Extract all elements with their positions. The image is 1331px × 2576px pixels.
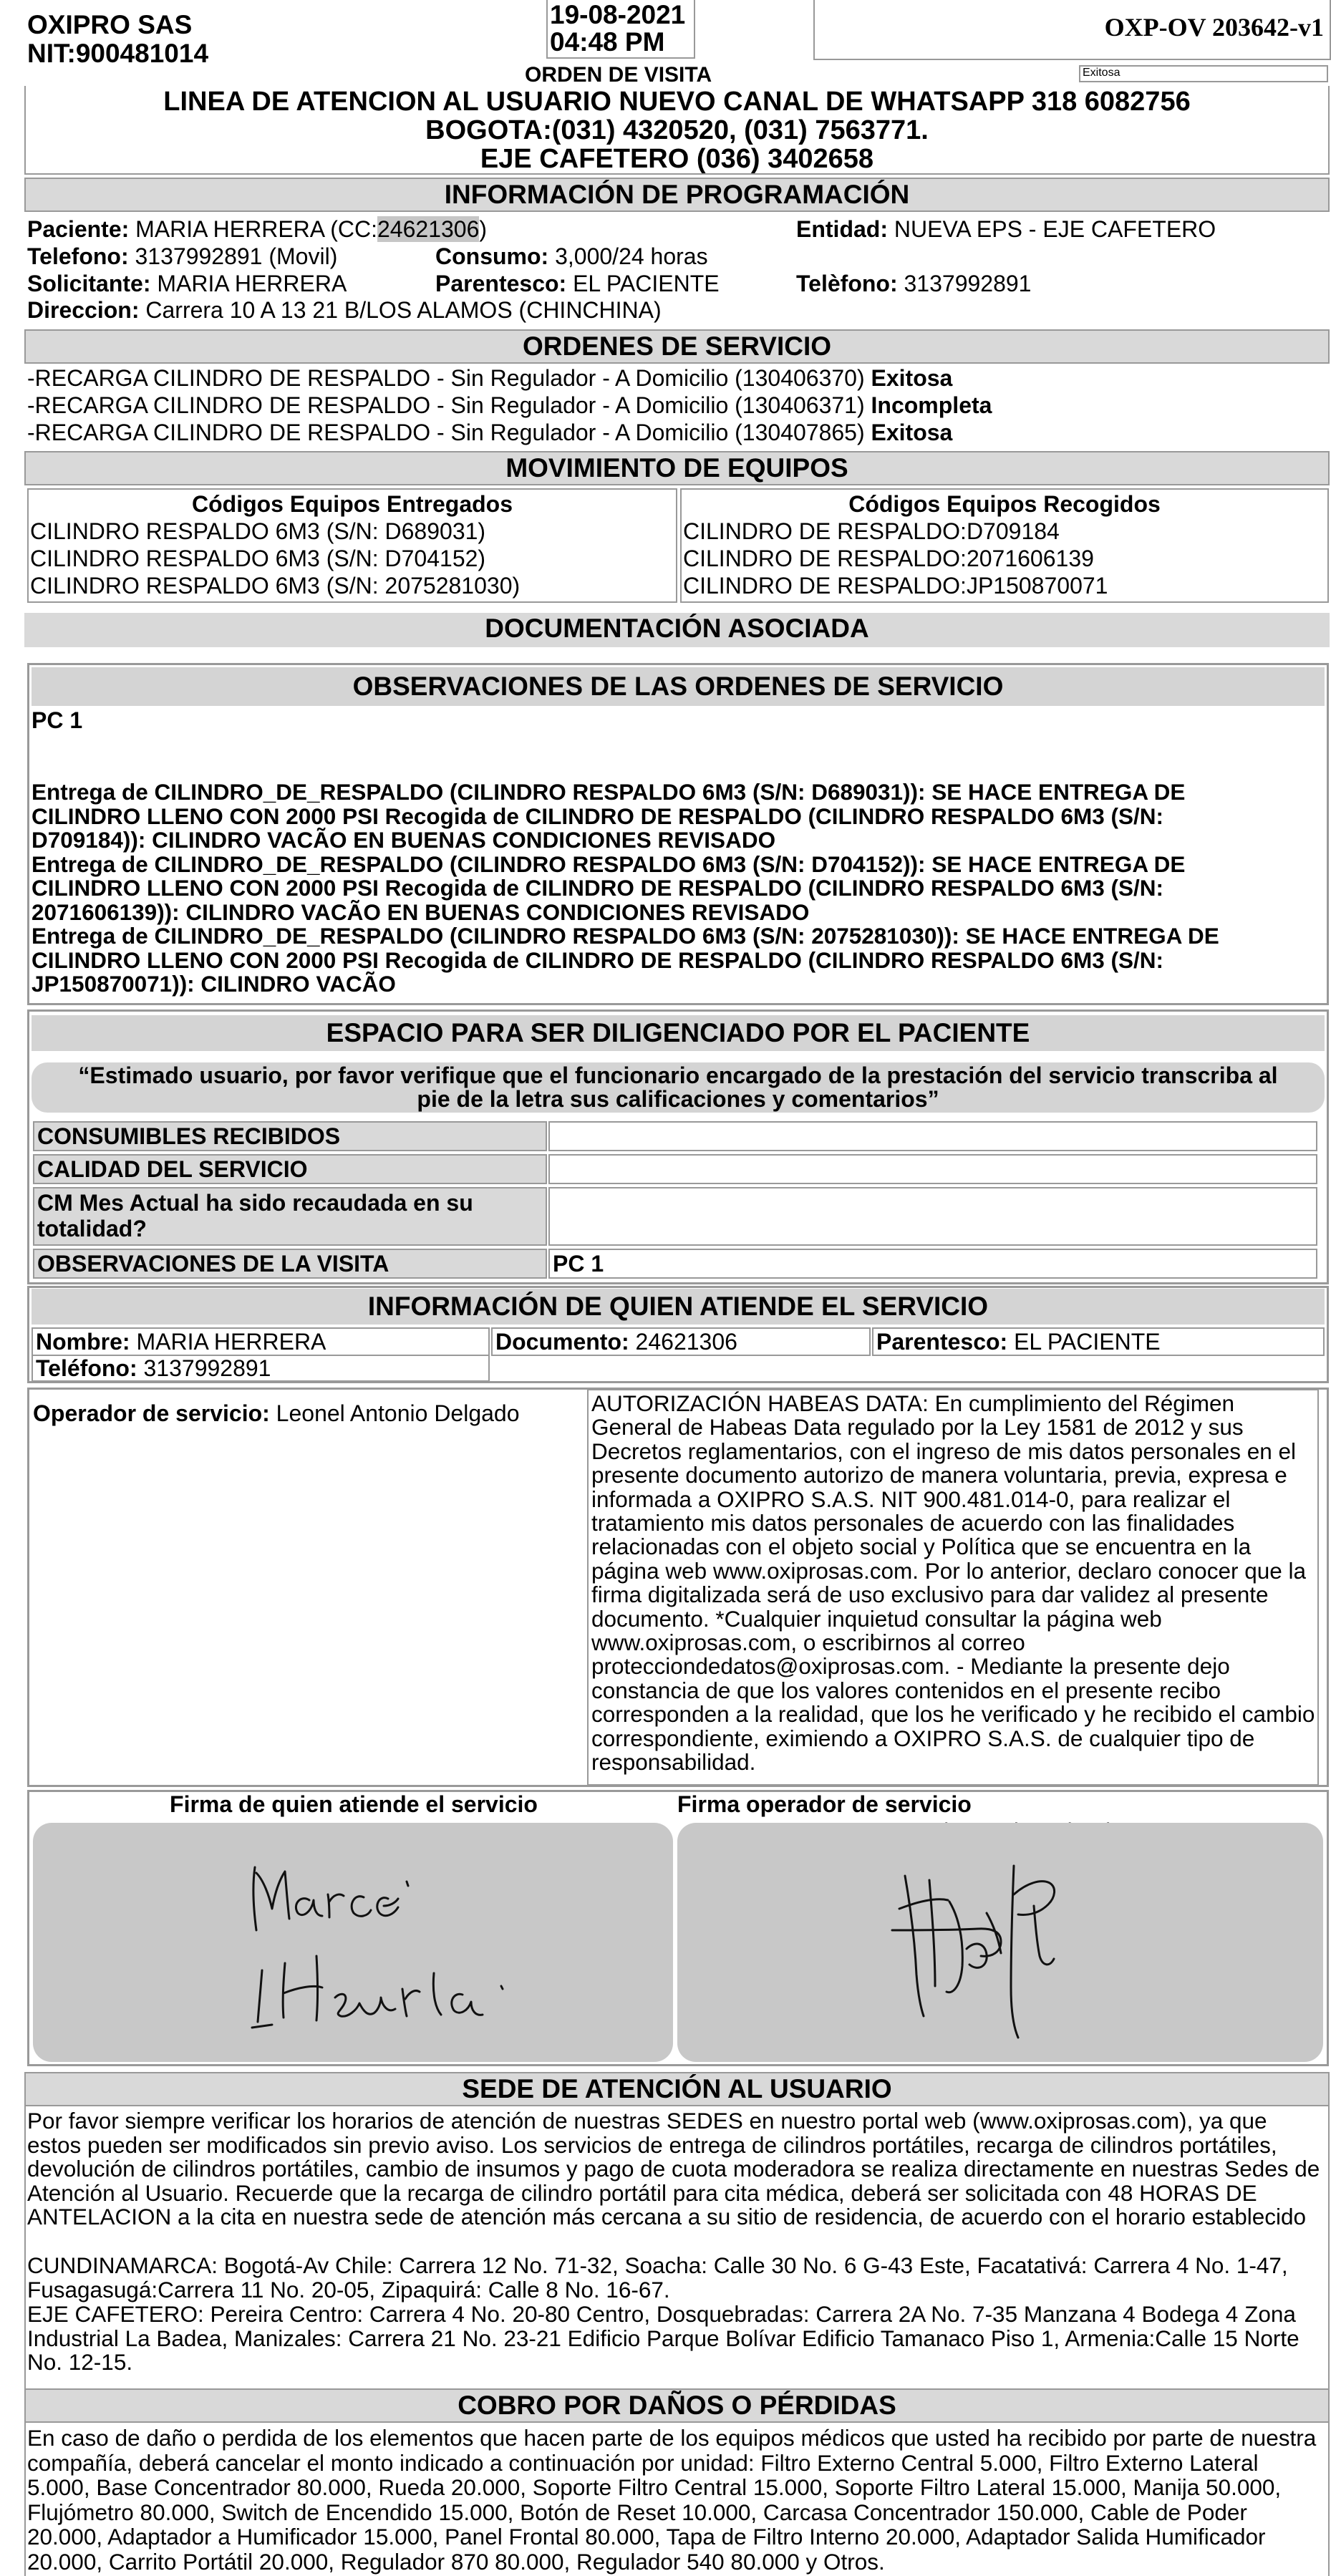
- observaciones-lines: [32, 780, 1219, 997]
- operator-signature: [677, 1823, 1323, 2062]
- status-small: Exitosa: [1083, 67, 1121, 79]
- orden-item-status: Exitosa: [871, 420, 953, 445]
- espacio-title: ESPACIO PARA SER DILIGENCIADO POR EL PACIENTE: [32, 1015, 1325, 1051]
- orden-item-2: [27, 392, 992, 419]
- recogido-item: CILINDRO DE RESPALDO:D709184: [683, 518, 1060, 544]
- observacion-line: Entrega de CILINDRO_DE_RESPALDO (CILINDRO RESPALDO 6M3 (S/N: 2075281030)): SE HACE ENTREGA DE: [32, 923, 1219, 949]
- visit-time: 04:48 PM: [550, 27, 665, 57]
- observacion-line: CILINDRO LLENO CON 2000 PSI Recogida de CILINDRO DE RESPALDO (CILINDRO RESPALDO 6M3 (S/N:: [32, 875, 1163, 901]
- order-code: OXP-OV 203642-v1: [1104, 13, 1324, 42]
- orden-item-status: Incompleta: [871, 392, 992, 418]
- telefono2-row: [796, 271, 1031, 297]
- company-name: OXIPRO SAS: [27, 10, 193, 39]
- firma-right-title: Firma operador de servicio: [677, 1791, 972, 1817]
- observacion-line: CILINDRO LLENO CON 2000 PSI Recogida de CILINDRO DE RESPALDO (CILINDRO RESPALDO 6M3 (S/N:: [32, 803, 1163, 829]
- entidad-value: NUEVA EPS - EJE CAFETERO: [894, 216, 1216, 242]
- calidad-field[interactable]: [548, 1154, 1317, 1184]
- observacion-line: Entrega de CILINDRO_DE_RESPALDO (CILINDRO RESPALDO 6M3 (S/N: D704152)): SE HACE ENTREGA DE: [32, 851, 1186, 877]
- espacio-row-label: CM Mes Actual ha sido recaudada en su totalidad?: [33, 1187, 547, 1246]
- paciente-value: MARIA HERRERA (CC:: [135, 216, 377, 242]
- paciente-close: ): [479, 216, 488, 242]
- consumo-row: [435, 243, 708, 270]
- entregado-item: CILINDRO RESPALDO 6M3 (S/N: D689031): [30, 518, 486, 544]
- direccion-value: Carrera 10 A 13 21 B/LOS ALAMOS (CHINCHINA): [145, 297, 662, 323]
- orden-item-1: [27, 365, 952, 392]
- banner-line-1: LINEA DE ATENCION AL USUARIO NUEVO CANAL DE WHATSAPP 318 6082756: [163, 87, 1191, 117]
- orden-item-text: -RECARGA CILINDRO DE RESPALDO - Sin Regulador - A Domicilio (130406371): [27, 392, 865, 418]
- parentesco-cell: [872, 1327, 1325, 1356]
- telefono-cell: [32, 1355, 490, 1382]
- cm-recaudada-field[interactable]: [548, 1187, 1317, 1246]
- patient-signature: [33, 1823, 673, 2062]
- telefono-row: [27, 243, 337, 270]
- direccion-label: Direccion:: [27, 297, 140, 323]
- solicitante-label: Solicitante:: [27, 271, 151, 296]
- orden-item-status: Exitosa: [871, 365, 953, 391]
- observacion-line: Entrega de CILINDRO_DE_RESPALDO (CILINDRO RESPALDO 6M3 (S/N: D689031)): SE HACE ENTREGA DE: [32, 779, 1186, 805]
- observacion-line: JP150870071)): CILINDRO VACÃO: [32, 971, 396, 997]
- direccion-row: [27, 297, 662, 324]
- solicitante-row: [27, 271, 347, 297]
- documento-value: 24621306: [635, 1329, 737, 1355]
- signature-pad-operator[interactable]: [677, 1823, 1323, 2062]
- observaciones-title: OBSERVACIONES DE LAS ORDENES DE SERVICIO: [32, 667, 1325, 706]
- cobro-title: COBRO POR DAÑOS O PÉRDIDAS: [24, 2388, 1330, 2423]
- solicitante-value: MARIA HERRERA: [157, 271, 347, 296]
- entidad-row: [796, 216, 1216, 243]
- espacio-row-label: CONSUMIBLES RECIBIDOS: [33, 1121, 547, 1151]
- atiende-telefono-label: Teléfono:: [36, 1355, 137, 1381]
- entregado-item: CILINDRO RESPALDO 6M3 (S/N: 2075281030): [30, 573, 521, 599]
- observaciones-visita-field[interactable]: PC 1: [548, 1249, 1317, 1279]
- consumibles-field[interactable]: [548, 1121, 1317, 1151]
- nombre-label: Nombre:: [36, 1329, 130, 1355]
- consumo-value: 3,000/24 horas: [555, 243, 708, 269]
- banner-line-2: BOGOTA:(031) 4320520, (031) 7563771.: [425, 115, 929, 145]
- orden-item-text: -RECARGA CILINDRO DE RESPALDO - Sin Regulador - A Domicilio (130406370): [27, 365, 865, 391]
- operador-label: Operador de servicio:: [33, 1400, 270, 1426]
- atiende-title: INFORMACIÓN DE QUIEN ATIENDE EL SERVICIO: [32, 1289, 1325, 1325]
- recogido-item: CILINDRO DE RESPALDO:2071606139: [683, 546, 1094, 571]
- notice-line-2: pie de la letra sus calificaciones y comentarios”: [417, 1086, 939, 1112]
- notice-line-1: “Estimado usuario, por favor verifique que el funcionario encargado de la prestación del servicio transcriba al: [78, 1062, 1278, 1088]
- telefono-value: 3137992891 (Movil): [135, 243, 338, 269]
- sede-cundinamarca: CUNDINAMARCA: Bogotá-Av Chile: Carrera 12 No. 71-32, Soacha: Calle 30 No. 6 G-43 Este, Facatativá: Carrera 4 No. 1-47, Fusagasugá:Carrera 11 No. 20-05, Zipaquirá: Calle 8 No. 16-67.: [27, 2252, 1288, 2303]
- parentesco-row: [435, 271, 720, 297]
- sede-title: SEDE DE ATENCIÓN AL USUARIO: [24, 2072, 1330, 2106]
- habeas-data-text: AUTORIZACIÓN HABEAS DATA: En cumplimiento del Régimen General de Habeas Data regulado por la Ley 1581 de 2012 y sus Decretos reglamentarios, con el ingreso de mis datos personales en el presente documento autorizo de manera voluntaria, previa, expresa e informada a OXIPRO S.A.S. NIT 900.481.014-0, para realizar el tratamiento mis datos personales de acuerdo con las finalidades relacionadas con el objeto social y Política que se encuentra en la página web www.oxiprosas.com. Por lo anterior, declaro conocer que la firma digitalizada será de uso exclusivo para dar validez al presente documento. *Cualquier inquietud consultar la página web www.oxiprosas.com, o escribirnos al correo protecciondedatos@oxiprosas.com. - Mediante la presente dejo constancia de que los valores contenidos en el presente recibo corresponden a la realidad, que los he verificado y he recibido el cambio correspondiente, eximiendo a OXIPRO S.A.S. de cualquier tipo de responsabilidad.: [591, 1390, 1315, 1776]
- observaciones-pc: PC 1: [32, 707, 83, 733]
- observacion-line: CILINDRO LLENO CON 2000 PSI Recogida de CILINDRO DE RESPALDO (CILINDRO RESPALDO 6M3 (S/N:: [32, 946, 1163, 973]
- orden-item-text: -RECARGA CILINDRO DE RESPALDO - Sin Regulador - A Domicilio (130407865): [27, 420, 865, 445]
- documento-cell: [491, 1327, 871, 1356]
- signature-pad-patient[interactable]: [33, 1823, 673, 2062]
- movimiento-title: MOVIMIENTO DE EQUIPOS: [24, 451, 1330, 485]
- recogido-item: CILINDRO DE RESPALDO:JP150870071: [683, 573, 1108, 599]
- observacion-line: 2071606139)): CILINDRO VACÃO EN BUENAS CONDICIONES REVISADO: [32, 899, 810, 925]
- paciente-label: Paciente:: [27, 216, 130, 242]
- paciente-row: [27, 216, 487, 243]
- orden-item-3: [27, 420, 952, 446]
- visit-date: 19-08-2021: [550, 0, 686, 29]
- company-nit: NIT:900481014: [27, 39, 209, 68]
- parentesco-value: EL PACIENTE: [573, 271, 720, 296]
- entidad-label: Entidad:: [796, 216, 888, 242]
- atiende-parentesco-label: Parentesco:: [876, 1329, 1008, 1355]
- parentesco-label: Parentesco:: [435, 271, 567, 296]
- telefono2-value: 3137992891: [904, 271, 1032, 296]
- espacio-row-label: OBSERVACIONES DE LA VISITA: [33, 1249, 547, 1279]
- document-title: ORDEN DE VISITA: [525, 63, 712, 87]
- observacion-line: D709184)): CILINDRO VACÃO EN BUENAS CONDICIONES REVISADO: [32, 827, 776, 853]
- entregados-title: Códigos Equipos Entregados: [191, 491, 513, 517]
- programacion-title: INFORMACIÓN DE PROGRAMACIÓN: [24, 178, 1330, 212]
- nombre-value: MARIA HERRERA: [136, 1329, 326, 1355]
- documento-label: Documento:: [495, 1329, 629, 1355]
- telefono-label: Telefono:: [27, 243, 129, 269]
- sede-paragraph: Por favor siempre verificar los horarios de atención de nuestras SEDES en nuestro portal web (www.oxiprosas.com), ya que estos pueden ser modificados sin previo aviso. Los servicios de entrega de cilindros portátiles, recarga de cilindros portátiles, devolución de cilindros portátiles, cambio de insumos y pago de cuota moderadora se realiza directamente en nuestras Sedes de Atención al Usuario. Recuerde que la recarga de cilindro portátil para cita médica, deberá ser solicitada con 48 HORAS DE ANTELACION a la cita en nuestra sede de atención más cercana a su sitio de residencia, de acuerdo con el horario establecido: [27, 2108, 1320, 2229]
- cobro-paragraph: En caso de daño o perdida de los elementos que hacen parte de los equipos médicos que usted ha recibido por parte de nuestra compañía, deberá cancelar el monto indicado a continuación por unidad: Filtro Externo Central 5.000, Filtro Externo Lateral 5.000, Base Concentrador 80.000, Rueda 20.000, Soporte Filtro Central 15.000, Soporte Filtro Lateral 15.000, Manija 50.000, Flujómetro 80.000, Switch de Encendido 15.000, Botón de Reset 10.000, Carcasa Concentrador 150.000, Cable de Poder 20.000, Adaptador a Humificador 15.000, Panel Frontal 80.000, Tapa de Filtro Interno 20.000, Adaptador Salida Humificador 20.000, Carrito Portátil 20.000, Regulador 870 80.000, Regulador 540 80.000 y Otros.: [27, 2425, 1317, 2575]
- documentacion-title: DOCUMENTACIÓN ASOCIADA: [24, 613, 1330, 647]
- recogidos-title: Códigos Equipos Recogidos: [848, 491, 1161, 517]
- operador-row: [33, 1400, 520, 1427]
- paciente-cc: 24621306: [377, 216, 480, 242]
- firma-left-title: Firma de quien atiende el servicio: [170, 1791, 538, 1817]
- banner-line-3: EJE CAFETERO (036) 3402658: [480, 144, 874, 174]
- telefono2-label: Telèfono:: [796, 271, 898, 296]
- nombre-cell: [32, 1327, 490, 1356]
- espacio-notice: [32, 1062, 1325, 1113]
- sede-eje-cafetero: EJE CAFETERO: Pereira Centro: Carrera 4 No. 20-80 Centro, Dosquebradas: Carrera 2A No. 7-35 Manzana 4 Bodega 4 Zona Industrial La Badea, Manizales: Carrera 21 No. 23-21 Edificio Parque Bolívar Edificio Tamanaco Piso 1, Armenia:Calle 15 Norte No. 12-15.: [27, 2301, 1299, 2375]
- entregado-item: CILINDRO RESPALDO 6M3 (S/N: D704152): [30, 546, 486, 571]
- atiende-parentesco-value: EL PACIENTE: [1014, 1329, 1161, 1355]
- ordenes-title: ORDENES DE SERVICIO: [24, 329, 1330, 364]
- atiende-telefono-value: 3137992891: [143, 1355, 271, 1381]
- consumo-label: Consumo:: [435, 243, 549, 269]
- espacio-row-label: CALIDAD DEL SERVICIO: [33, 1154, 547, 1184]
- operador-value: Leonel Antonio Delgado: [276, 1400, 520, 1426]
